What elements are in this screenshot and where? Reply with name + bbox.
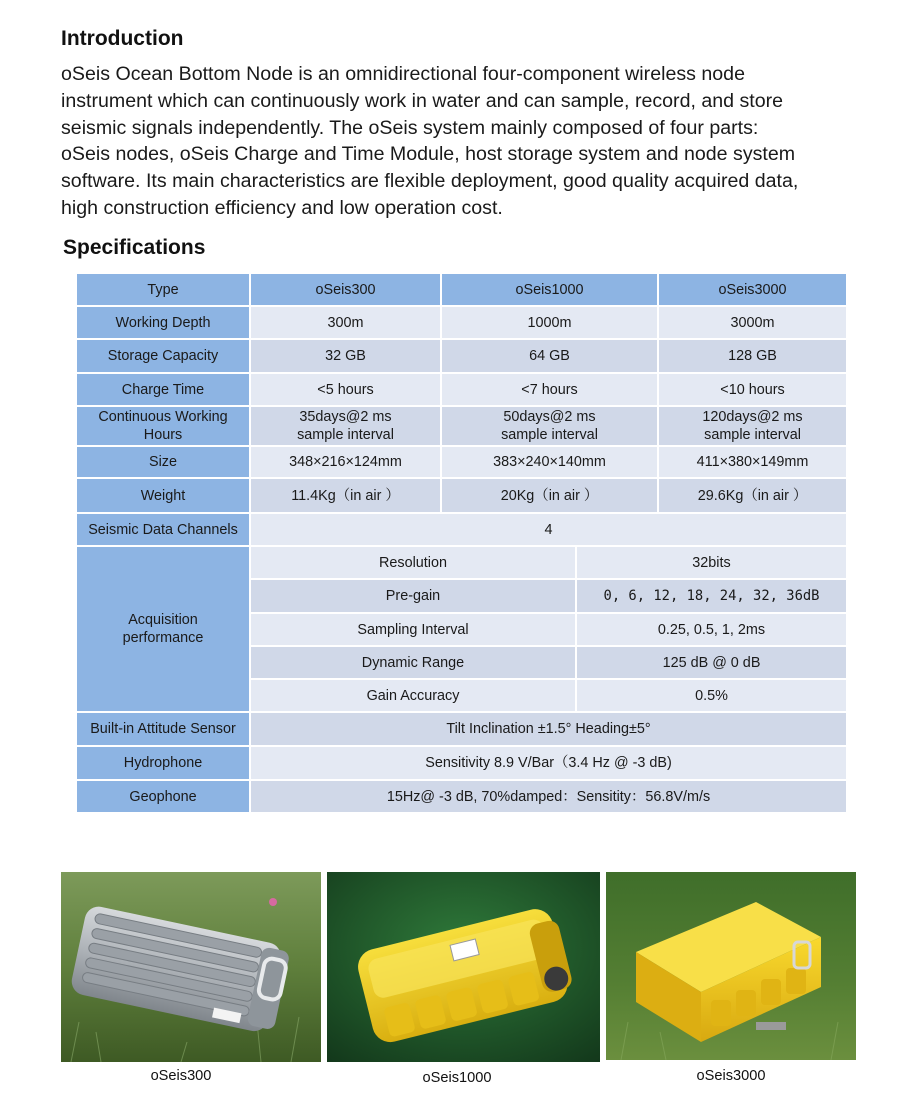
header-oseis1000: oSeis1000 <box>441 273 658 306</box>
cell-value: 3000m <box>658 306 847 339</box>
row-label: Charge Time <box>76 373 250 406</box>
oseis1000-image <box>327 872 600 1062</box>
cell-value: 348×216×124mm <box>250 446 441 478</box>
row-label <box>76 406 250 446</box>
intro-line: high construction efficiency and low operation cost. <box>61 196 503 219</box>
table-row <box>76 712 847 746</box>
row-label: Geophone <box>76 780 250 813</box>
row-label: Storage Capacity <box>76 339 250 373</box>
acquisition-value: 32bits <box>576 546 847 579</box>
oseis3000-caption: oSeis3000 <box>696 1068 766 1084</box>
header-type: Type <box>76 273 250 306</box>
row-label-line: Hours <box>143 427 183 443</box>
cell-value: 4 <box>250 513 847 546</box>
table-row <box>76 339 847 373</box>
row-label-line: Acquisition <box>128 612 198 628</box>
cell-value: 1000m <box>441 306 658 339</box>
cell-line: sample interval <box>501 427 598 443</box>
acquisition-value: 0.25, 0.5, 1, 2ms <box>576 613 847 646</box>
cell-value: 20Kg（in air ） <box>441 478 658 513</box>
oseis3000-image <box>606 872 856 1060</box>
row-label: Hydrophone <box>76 746 250 780</box>
oseis1000-photo <box>327 872 600 1062</box>
cell-value <box>250 406 441 446</box>
cell-line: 50days@2 ms <box>503 409 596 425</box>
acquisition-name: Gain Accuracy <box>250 679 576 712</box>
table-row <box>76 546 847 579</box>
cell-line: sample interval <box>704 427 801 443</box>
cell-value: 29.6Kg（in air ） <box>658 478 847 513</box>
table-row <box>76 513 847 546</box>
table-row <box>76 373 847 406</box>
cell-value <box>441 406 658 446</box>
oseis1000-caption: oSeis1000 <box>422 1070 492 1086</box>
table-row <box>76 406 847 446</box>
table-row <box>76 746 847 780</box>
cell-value <box>658 406 847 446</box>
cell-value: <5 hours <box>250 373 441 406</box>
acquisition-name: Pre-gain <box>250 579 576 613</box>
intro-line: instrument which can continuously work in water and can sample, record, and store <box>61 89 784 112</box>
row-label-line: Continuous Working <box>98 409 228 425</box>
acquisition-value: 0.5% <box>576 679 847 712</box>
cell-value: Sensitivity 8.9 V/Bar（3.4 Hz @ -3 dB) <box>250 746 847 780</box>
cell-value: 300m <box>250 306 441 339</box>
cell-line: 120days@2 ms <box>702 409 803 425</box>
cell-value: <7 hours <box>441 373 658 406</box>
intro-heading: Introduction <box>61 27 184 50</box>
specifications-table <box>76 273 847 813</box>
oseis3000-photo <box>606 872 856 1060</box>
row-label <box>76 546 250 712</box>
row-label: Built-in Attitude Sensor <box>76 712 250 746</box>
cell-value: 32 GB <box>250 339 441 373</box>
table-row <box>76 780 847 813</box>
oseis300-image <box>61 872 321 1062</box>
intro-line: oSeis nodes, oSeis Charge and Time Module, host storage system and node system <box>61 143 796 166</box>
acquisition-value: 0, 6, 12, 18, 24, 32, 36dB <box>576 579 847 613</box>
cell-value: 15Hz@ -3 dB, 70%damped：Sensitity：56.8V/m/s <box>250 780 847 813</box>
intro-paragraph <box>61 61 861 222</box>
oseis300-caption: oSeis300 <box>150 1068 212 1084</box>
row-label: Weight <box>76 478 250 513</box>
oseis300-photo <box>61 872 321 1062</box>
intro-line: software. Its main characteristics are flexible deployment, good quality acquired data, <box>61 170 799 193</box>
table-header-row <box>76 273 847 306</box>
table-row <box>76 478 847 513</box>
cell-value: 128 GB <box>658 339 847 373</box>
specifications-heading: Specifications <box>63 236 206 259</box>
cell-value: 11.4Kg（in air ） <box>250 478 441 513</box>
intro-line: oSeis Ocean Bottom Node is an omnidirectional four-component wireless node <box>61 63 745 85</box>
table-row <box>76 446 847 478</box>
cell-line: sample interval <box>297 427 394 443</box>
acquisition-name: Dynamic Range <box>250 646 576 679</box>
row-label: Seismic Data Channels <box>76 513 250 546</box>
row-label: Size <box>76 446 250 478</box>
row-label-line: performance <box>122 630 204 646</box>
acquisition-name: Sampling Interval <box>250 613 576 646</box>
cell-value: 64 GB <box>441 339 658 373</box>
table-row <box>76 306 847 339</box>
header-oseis3000: oSeis3000 <box>658 273 847 306</box>
header-oseis300: oSeis300 <box>250 273 441 306</box>
row-label: Working Depth <box>76 306 250 339</box>
cell-line: 35days@2 ms <box>299 409 392 425</box>
acquisition-name: Resolution <box>250 546 576 579</box>
cell-value: <10 hours <box>658 373 847 406</box>
intro-line: seismic signals independently. The oSeis system mainly composed of four parts: <box>61 116 759 139</box>
cell-value: Tilt Inclination ±1.5° Heading±5° <box>250 712 847 746</box>
cell-value: 383×240×140mm <box>441 446 658 478</box>
acquisition-value: 125 dB @ 0 dB <box>576 646 847 679</box>
cell-value: 411×380×149mm <box>658 446 847 478</box>
